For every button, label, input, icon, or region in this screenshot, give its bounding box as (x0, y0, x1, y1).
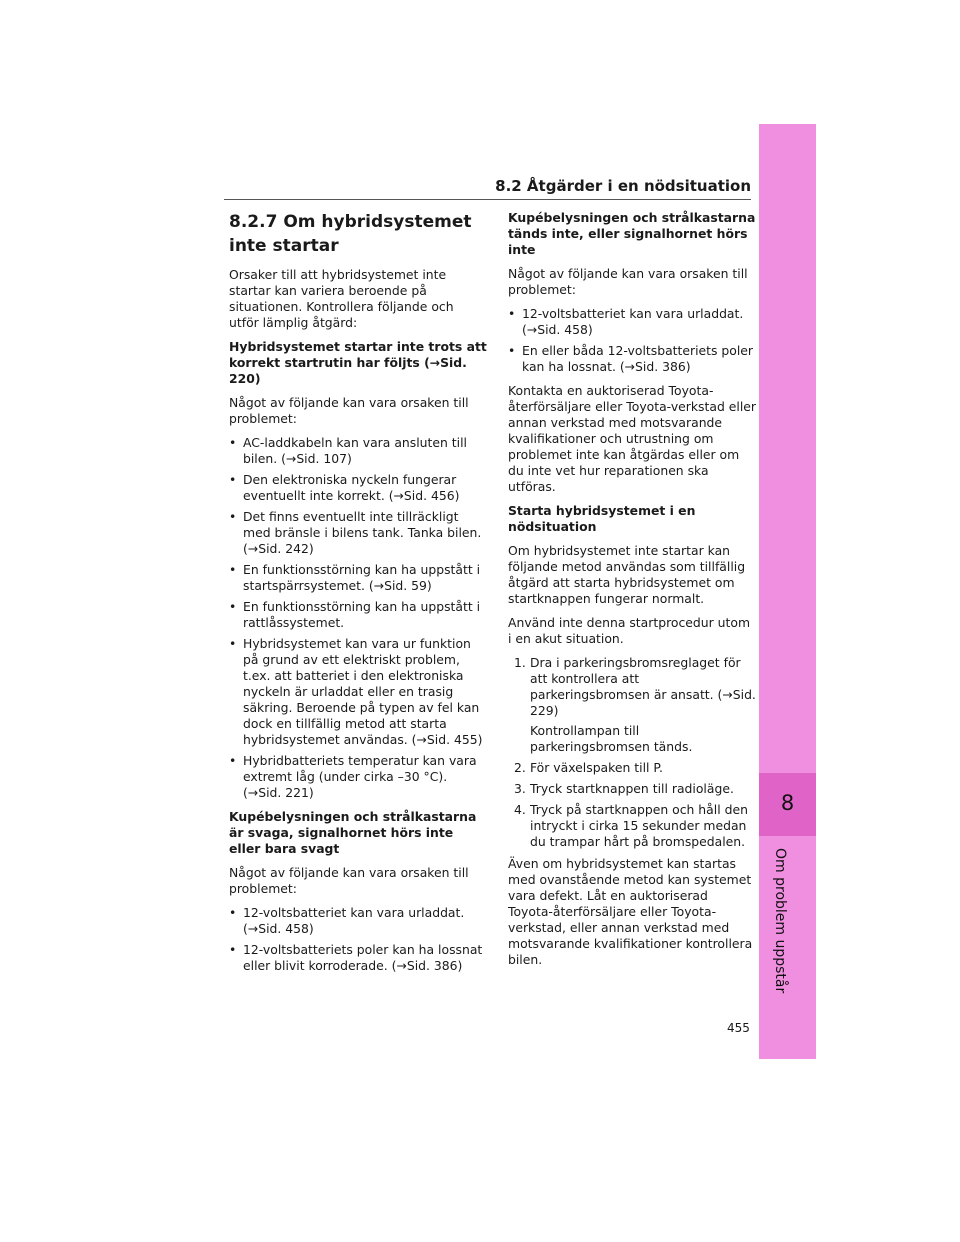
step-number: 1. (514, 655, 526, 670)
subheading-emergency-start: Starta hybridsystemet i en nödsituation (508, 503, 696, 534)
cause-list (229, 435, 487, 801)
procedure-steps (508, 655, 756, 850)
paragraph: Något av följande kan vara orsaken till problemet: (229, 865, 469, 896)
chapter-name: Om problem uppstår (772, 848, 788, 994)
left-column (229, 210, 487, 982)
paragraph: Något av följande kan vara orsaken till problemet: (508, 266, 748, 297)
list-item: • Hybridsystemet kan vara ur funktion på grund av ett elektriskt problem, t.ex. att batteriet i den elektroniska nyckeln är urladdat eller en trasig säkring. Beroende på typen av fel kan dock en tillfällig metod att starta hybridsystemet användas. (→Sid. 455) (229, 636, 487, 748)
section-header-title: 8.2 Åtgärder i en nödsituation (495, 177, 751, 195)
step-note: Kontrollampan till parkeringsbromsen tänds. (530, 723, 693, 754)
step-number: 2. (514, 760, 526, 775)
list-item: • 12-voltsbatteriet kan vara urladdat. (→Sid. 458) (229, 905, 487, 937)
list-item: • En funktionsstörning kan ha uppstått i rattlåssystemet. (229, 599, 487, 631)
contact-paragraph: Kontakta en auktoriserad Toyota-återförsäljare eller Toyota-verkstad eller annan verkstad med motsvarande kvalifikationer och utrustning om problemet inte kan åtgärdas eller om du inte vet hur reparationen ska utföras. (508, 383, 756, 494)
step-text: Dra i parkeringsbromsreglaget för att kontrollera att parkeringsbromsen är ansatt. (→Sid. 229) (530, 655, 756, 718)
list-item: • AC-laddkabeln kan vara ansluten till bilen. (→Sid. 107) (229, 435, 487, 467)
list-item: • En eller båda 12-voltsbatteriets poler kan ha lossnat. (→Sid. 386) (508, 343, 756, 375)
header-divider (224, 199, 751, 200)
cause-list (229, 905, 487, 974)
step-item (508, 655, 756, 755)
intro-paragraph: Orsaker till att hybridsystemet inte startar kan variera beroende på situationen. Kontrollera följande och utför lämplig åtgärd: (229, 267, 454, 330)
step-text: Tryck på startknappen och håll den intryckt i cirka 15 sekunder medan du trampar hårt på bromspedalen. (530, 802, 748, 849)
closing-paragraph: Även om hybridsystemet kan startas med ovanstående metod kan systemet vara defekt. Låt en auktoriserad Toyota-återförsäljare eller Toyota-verkstad, eller annan verkstad med motsvarande kvalifikationer kontrollera bilen. (508, 856, 753, 967)
page-number: 455 (727, 1021, 750, 1035)
step-text: För växelspaken till P. (530, 760, 663, 775)
right-column (508, 210, 756, 976)
list-item: • Hybridbatteriets temperatur kan vara extremt låg (under cirka –30 °C). (→Sid. 221) (229, 753, 487, 801)
chapter-number: 8 (780, 791, 795, 815)
list-item: • 12-voltsbatteriet kan vara urladdat. (→Sid. 458) (508, 306, 756, 338)
subheading-start-failure: Hybridsystemet startar inte trots att korrekt startrutin har följts (→Sid. 220) (229, 339, 487, 386)
list-item: • Det finns eventuellt inte tillräckligt med bränsle i bilens tank. Tanka bilen. (→Sid. 242) (229, 509, 487, 557)
list-item: • 12-voltsbatteriets poler kan ha lossnat eller blivit korroderade. (→Sid. 386) (229, 942, 487, 974)
subheading-dim-lights: Kupébelysningen och strålkastarna är svaga, signalhornet hörs inte eller bara svagt (229, 809, 477, 856)
list-item: • Den elektroniska nyckeln fungerar eventuellt inte korrekt. (→Sid. 456) (229, 472, 487, 504)
paragraph: Om hybridsystemet inte startar kan följande metod användas som tillfällig åtgärd att starta hybridsystemet om startknappen fungerar normalt. (508, 543, 746, 606)
section-heading: 8.2.7 Om hybridsystemet inte startar (229, 212, 472, 256)
warning-paragraph: Använd inte denna startprocedur utom i en akut situation. (508, 615, 751, 646)
step-item (508, 802, 756, 850)
subheading-no-lights: Kupébelysningen och strålkastarna tänds inte, eller signalhornet hörs inte (508, 210, 756, 257)
step-number: 4. (514, 802, 526, 817)
step-text: Tryck startknappen till radioläge. (530, 781, 734, 796)
step-item (508, 781, 756, 797)
list-item: • En funktionsstörning kan ha uppstått i startspärrsystemet. (→Sid. 59) (229, 562, 487, 594)
paragraph: Något av följande kan vara orsaken till problemet: (229, 395, 469, 426)
step-number: 3. (514, 781, 526, 796)
cause-list (508, 306, 756, 375)
step-item (508, 760, 756, 776)
